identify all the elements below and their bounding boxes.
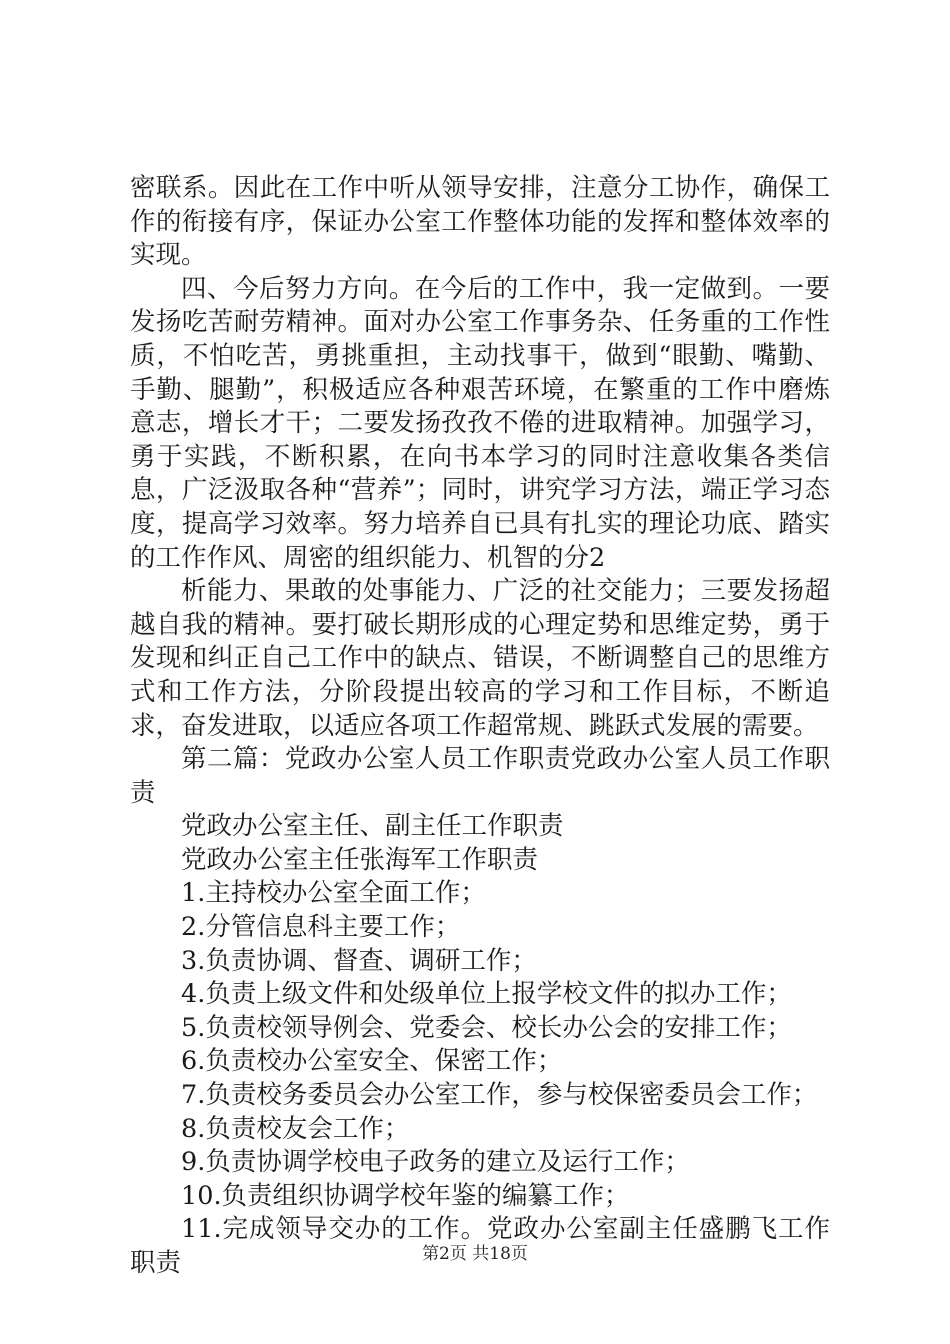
duty-item-3: 3.负责协调、督查、调研工作； [181,945,537,976]
duty-item-7: 7.负责校务委员会办公室工作，参与校保密委员会工作； [181,1080,818,1111]
page-number-footer: 第2页 共18页 [422,1244,528,1264]
document-body [130,172,830,1281]
duty-item-9: 9.负责协调学校电子政务的建立及运行工作； [181,1147,690,1178]
duty-item-4: 4.负责上级文件和处级单位上报学校文件的拟办工作； [181,979,792,1010]
paragraph-analysis-ability: 析能力、果敢的处事能力、广泛的社交能力；三要发扬超越自我的精神。要打破长期形成的心理定势和思维定势，勇于发现和纠正自己工作中的缺点、错误，不断调整自己的思维方式和工作方法，分阶段提出较高的学习和工作目标，不断追求，奋发进取，以适应各项工作超常规、跳跃式发展的需要。 [130,576,830,741]
paragraph-future-direction: 四、今后努力方向。在今后的工作中，我一定做到。一要发扬吃苦耐劳精神。面对办公室工作事务杂、任务重的工作性质，不怕吃苦，勇挑重担，主动找事干，做到“眼勤、嘴勤、手勤、腿勤”，积极适应各种艰苦环境，在繁重的工作中磨炼意志，增长才干；二要发扬孜孜不倦的进取精神。加强学习，勇于实践，不断积累，在向书本学习的同时注意收集各类信息，广泛汲取各种“营养”；同时，讲究学习方法，端正学习态度，提高学习效率。努力培养自已具有扎实的理论功底、踏实的工作作风、周密的组织能力、机智的分2 [130,273,830,573]
duty-item-6: 6.负责校办公室安全、保密工作； [181,1046,563,1077]
section-heading-part-two: 第二篇：党政办公室人员工作职责党政办公室人员工作职责 [130,744,830,808]
duty-item-8: 8.负责校友会工作； [181,1113,410,1144]
subheading-director-duties: 党政办公室主任张海军工作职责 [181,844,539,875]
subheading-office-directors: 党政办公室主任、副主任工作职责 [181,811,564,842]
duty-item-2: 2.分管信息科主要工作； [181,912,461,943]
duty-item-5: 5.负责校领导例会、党委会、校长办公会的安排工作； [181,1012,792,1043]
duty-item-10: 10.负责组织协调学校年鉴的编纂工作； [181,1180,630,1211]
paragraph-continuation: 密联系。因此在工作中听从领导安排，注意分工协作，确保工作的衔接有序，保证办公室工作整体功能的发挥和整体效率的实现。 [130,173,830,271]
duty-item-1: 1.主持校办公室全面工作； [181,878,486,909]
duty-item-11: 11.完成领导交办的工作。党政办公室副主任盛鹏飞工作职责 [130,1214,830,1278]
